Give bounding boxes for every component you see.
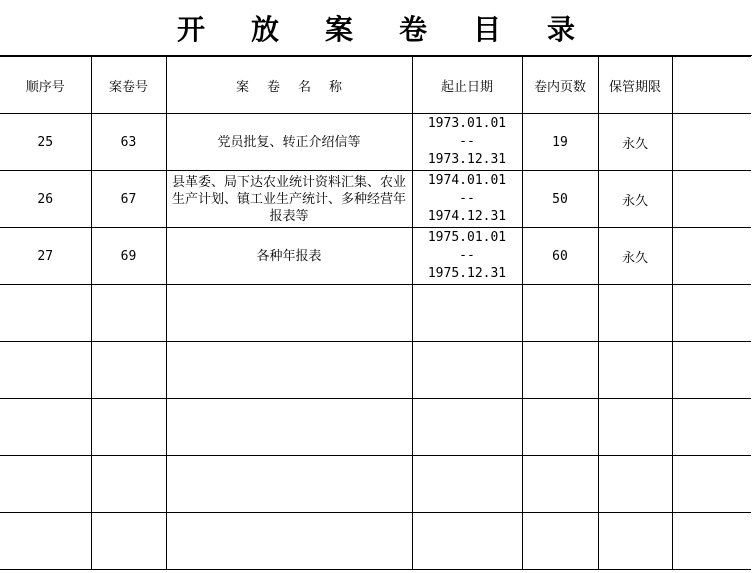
cell-date <box>412 171 522 228</box>
cell-seq: 26 <box>0 171 91 228</box>
cell-file-no: 63 <box>91 114 166 171</box>
empty-row <box>0 456 751 513</box>
header-seq: 顺序号 <box>0 57 91 114</box>
header-name <box>166 57 412 114</box>
cell-blank <box>672 171 751 228</box>
date-start: 1974.01.01 <box>427 173 507 188</box>
header-name-label: 案卷名称 <box>235 79 360 95</box>
cell-retention: 永久 <box>598 171 672 228</box>
cell-seq: 27 <box>0 228 91 285</box>
date-sep: -- <box>459 134 475 149</box>
page-title: 开放案卷目录 <box>176 13 621 46</box>
date-start: 1975.01.01 <box>427 230 507 245</box>
date-start: 1973.01.01 <box>427 116 507 131</box>
empty-row <box>0 399 751 456</box>
cell-date <box>412 114 522 171</box>
cell-name: 县革委、局下达农业统计资料汇集、农业生产计划、镇工业生产统计、多种经营年报表等 <box>166 171 412 228</box>
header-pages: 卷内页数 <box>522 57 598 114</box>
cell-date <box>412 228 522 285</box>
empty-row <box>0 285 751 342</box>
cell-pages: 19 <box>522 114 598 171</box>
cell-file-no: 67 <box>91 171 166 228</box>
header-blank <box>672 57 751 114</box>
empty-row <box>0 513 751 570</box>
cell-retention: 永久 <box>598 228 672 285</box>
table-row <box>0 228 751 285</box>
cell-pages: 50 <box>522 171 598 228</box>
header-retention: 保管期限 <box>598 57 672 114</box>
cell-blank <box>672 228 751 285</box>
empty-row <box>0 342 751 399</box>
cell-retention: 永久 <box>598 114 672 171</box>
title-row <box>0 0 752 56</box>
cell-name: 各种年报表 <box>166 228 412 285</box>
cell-blank <box>672 114 751 171</box>
date-sep: -- <box>459 191 475 206</box>
cell-name: 党员批复、转正介绍信等 <box>166 114 412 171</box>
cell-pages: 60 <box>522 228 598 285</box>
header-file-no: 案卷号 <box>91 57 166 114</box>
cell-seq: 25 <box>0 114 91 171</box>
cell-file-no: 69 <box>91 228 166 285</box>
table-row <box>0 171 751 228</box>
table-row <box>0 114 751 171</box>
date-end: 1975.12.31 <box>427 266 507 281</box>
date-end: 1974.12.31 <box>427 209 507 224</box>
header-row <box>0 57 751 114</box>
date-end: 1973.12.31 <box>427 152 507 167</box>
date-sep: -- <box>459 248 475 263</box>
catalog-table <box>0 56 751 570</box>
header-date: 起止日期 <box>412 57 522 114</box>
